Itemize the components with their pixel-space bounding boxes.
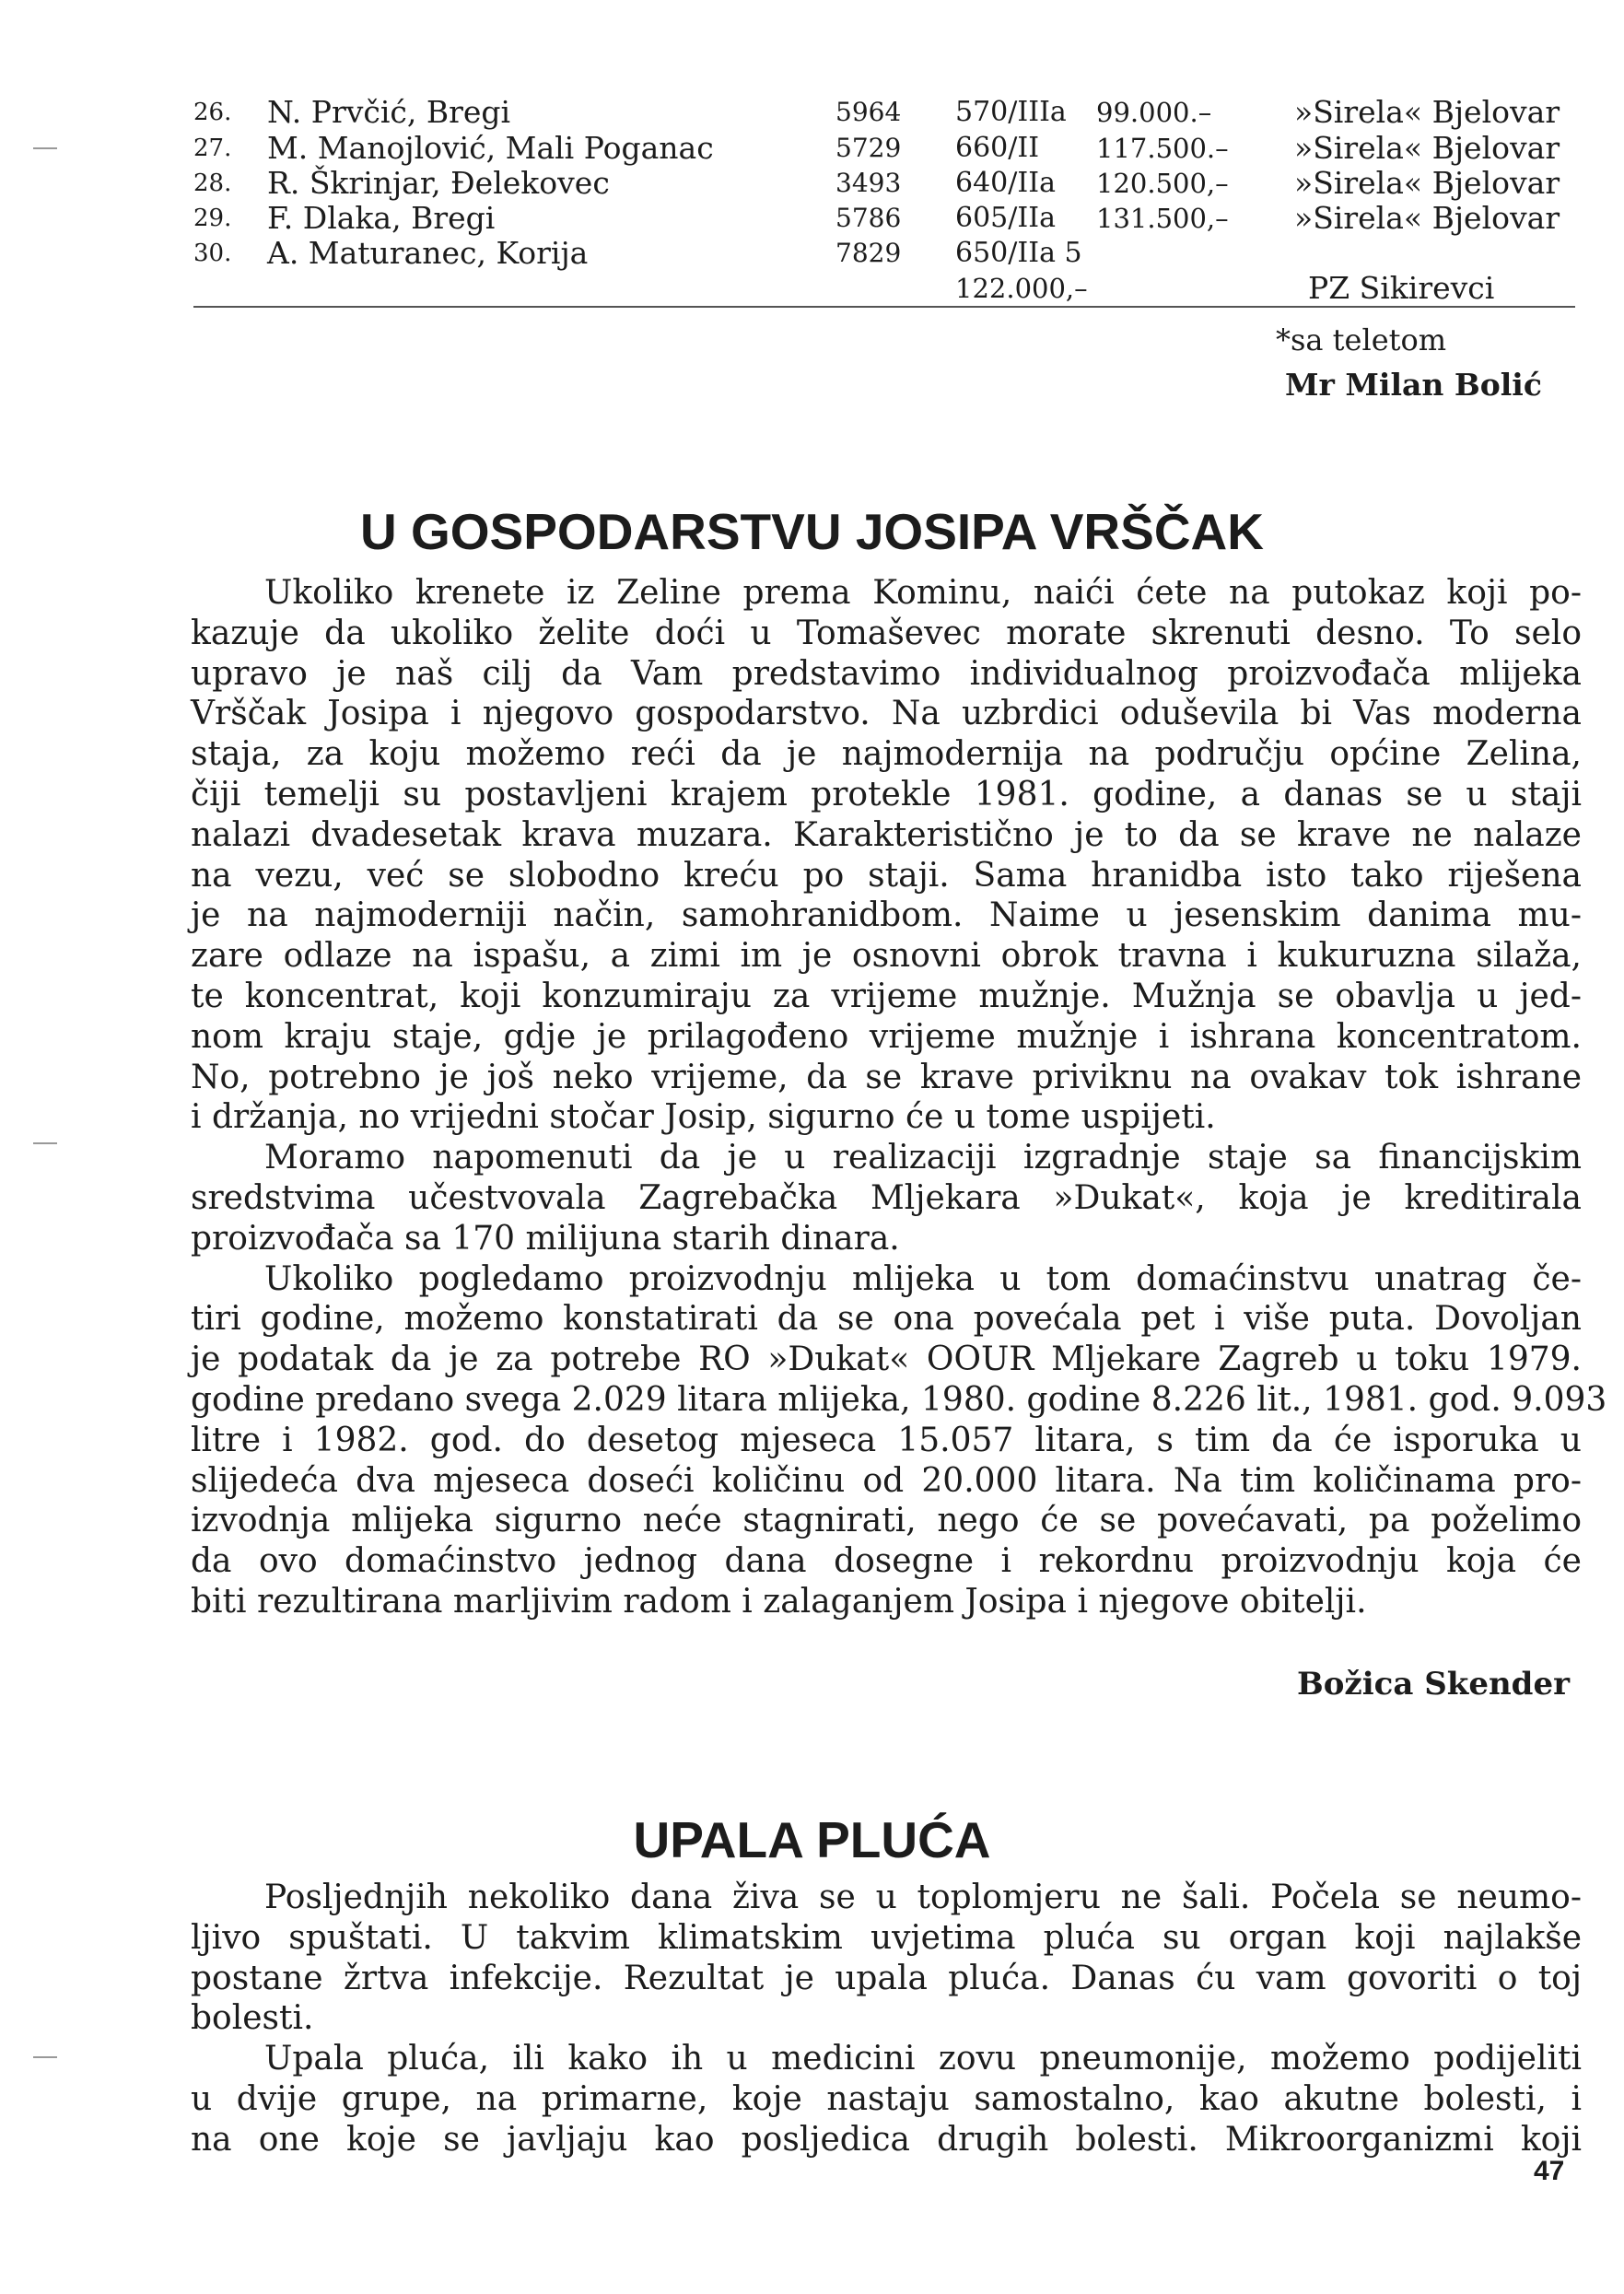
text-line: u dvije grupe, na primarne, koje nastaju samostalno, kao akutne bolesti, i [191,2079,1582,2118]
buyer: PZ Sikirevci [1308,270,1495,306]
cow-number: 3493 [835,168,902,198]
buyer: »Sirela« Bjelovar [1294,94,1560,130]
price: 131.500,– [1096,203,1229,234]
buyer: »Sirela« Bjelovar [1294,130,1560,166]
table-row [0,131,1624,166]
row-number: 28. [193,170,232,197]
table-row-continuation [0,271,1624,306]
row-number: 30. [193,240,232,267]
text-line: slijedeća dva mjeseca doseći količinu od 20.000 litara. Na tim količinama pro- [191,1461,1582,1500]
text-line: da ovo domaćinstvo jednog dana dosegne i rekordnu proizvodnju koja će [191,1542,1582,1581]
text-line: litre i 1982. god. do desetog mjeseca 15.057 litara, s tim da će isporuka u [191,1421,1582,1459]
text-line: Vrščak Josipa i njegovo gospodarstvo. Na uzbrdici oduševila bi Vas moderna [191,695,1582,733]
text-line: bolesti. [191,1999,314,2038]
text-line: na vezu, već se slobodno kreću po staji. Sama hranidba isto tako riješena [191,856,1582,895]
price: 117.500.– [1096,133,1229,164]
scan-mark [33,2056,57,2058]
text-line: biti rezultirana marljivim radom i zalaganjem Josipa i njegove obitelji. [191,1582,1367,1621]
text-line: upravo je naš cilj da Vam predstavimo individualnog proizvođača mlijeka [191,654,1582,693]
cow-number: 7829 [835,238,902,268]
text-line: te koncentrat, koji konzumiraju za vrijeme mužnje. Mužnja se obavlja u jed- [191,977,1582,1015]
text-line: godine predano svega 2.029 litara mlijeka, 1980. godine 8.226 lit., 1981. god. 9.093 [191,1380,1607,1419]
table-footnote: *sa teletom [1276,322,1447,357]
text-line: sredstvima učestvovala Zagrebačka Mljekara »Dukat«, koja je kreditirala [191,1178,1582,1217]
price: 122.000,– [955,273,1088,304]
weight-class: 605/IIa [955,202,1056,234]
scan-mark [33,147,57,149]
text-line: Posljednjih nekoliko dana živa se u toplomjeru ne šali. Počela se neumo- [264,1879,1582,1916]
farmer-name: A. Maturanec, Korija [267,235,589,271]
cow-number: 5786 [835,203,902,233]
text-line: Ukoliko pogledamo proizvodnju mlijeka u tom domaćinstvu unatrag če- [264,1259,1582,1298]
farmer-name: R. Škrinjar, Đelekovec [267,165,610,201]
row-number: 29. [193,205,232,232]
text-line: postane žrtva infekcije. Rezultat je upala pluća. Danas ću vam govoriti o toj [191,1959,1582,1997]
text-line: Upala pluća, ili kako ih u medicini zovu pneumonije, možemo podijeliti [264,2040,1582,2078]
table-row [0,201,1624,236]
article-author: Božica Skender [1297,1666,1570,1703]
farmer-name: M. Manojlović, Mali Poganac [267,130,714,166]
table-row [0,236,1624,271]
text-line: staja, za koju možemo reći da je najmodernija na području općine Zelina, [191,735,1582,774]
text-line: na one koje se javljaju kao posljedica drugih bolesti. Mikroorganizmi koji [191,2120,1582,2159]
text-line: nom kraju staje, gdje je prilagođeno vrijeme mužnje i ishrana koncentratom. [191,1017,1582,1056]
text-line: i držanja, no vrijedni stočar Josip, sigurno će u tome uspijeti. [191,1098,1216,1137]
text-line: tiri godine, možemo konstatirati da se ona povećala pet i više puta. Dovoljan [191,1300,1582,1339]
table-author: Mr Milan Bolić [1285,367,1542,403]
row-number: 27. [193,135,232,162]
weight-class: 640/IIa [955,167,1056,199]
article-title: U GOSPODARSTVU JOSIPA VRŠČAK [360,503,1264,560]
text-line: izvodnja mlijeka sigurno neće stagnirati, nego će se povećavati, pa poželimo [191,1502,1582,1540]
cow-number: 5964 [835,97,902,127]
table-row [0,95,1624,130]
article-title: UPALA PLUĆA [633,1811,991,1868]
text-line: je na najmoderniji način, samohranidbom. Naime u jesenskim danima mu- [191,896,1582,935]
text-line: čiji temelji su postavljeni krajem protekle 1981. godine, a danas se u staji [191,775,1582,813]
price: 120.500,– [1096,168,1229,199]
text-line: zare odlaze na ispašu, a zimi im je osnovni obrok travna i kukuruzna silaža, [191,937,1582,976]
table-row [0,166,1624,201]
text-line: ljivo spuštati. U takvim klimatskim uvjetima pluća su organ koji najlakše [191,1918,1582,1957]
text-line: No, potrebno je još neko vrijeme, da se krave priviknu na ovakav tok ishrane [191,1058,1582,1096]
buyer: »Sirela« Bjelovar [1294,165,1560,201]
table-divider [193,306,1575,308]
farmer-name: N. Prvčić, Bregi [267,94,511,130]
text-line: nalazi dvadesetak krava muzara. Karakteristično je to da se krave ne nalaze [191,815,1582,854]
page-number: 47 [1534,2156,1565,2186]
article-body [191,573,1607,1622]
weight-class: 660/II [955,132,1040,164]
scan-mark [33,1142,57,1144]
text-line: proizvođača sa 170 milijuna starih dinara. [191,1219,900,1258]
article-body [191,1878,1582,2160]
text-line: kazuje da ukoliko želite doći u Tomaševec morate skrenuti desno. To selo [191,614,1582,652]
cow-number: 5729 [835,133,902,163]
weight-class: 650/IIa 5 [955,237,1082,269]
row-number: 26. [193,99,232,126]
text-line: je podatak da je za potrebe RO »Dukat« OOUR Mljekare Zagreb u toku 1979. [191,1340,1582,1379]
buyer: »Sirela« Bjelovar [1294,200,1560,236]
weight-class: 570/IIIa [955,96,1067,128]
farmer-name: F. Dlaka, Bregi [267,200,496,236]
text-line: Ukoliko krenete iz Zeline prema Kominu, naići ćete na putokaz koji po- [264,574,1582,612]
text-line: Moramo napomenuti da je u realizaciji izgradnje staje sa financijskim [264,1139,1582,1177]
price: 99.000.– [1096,97,1212,128]
